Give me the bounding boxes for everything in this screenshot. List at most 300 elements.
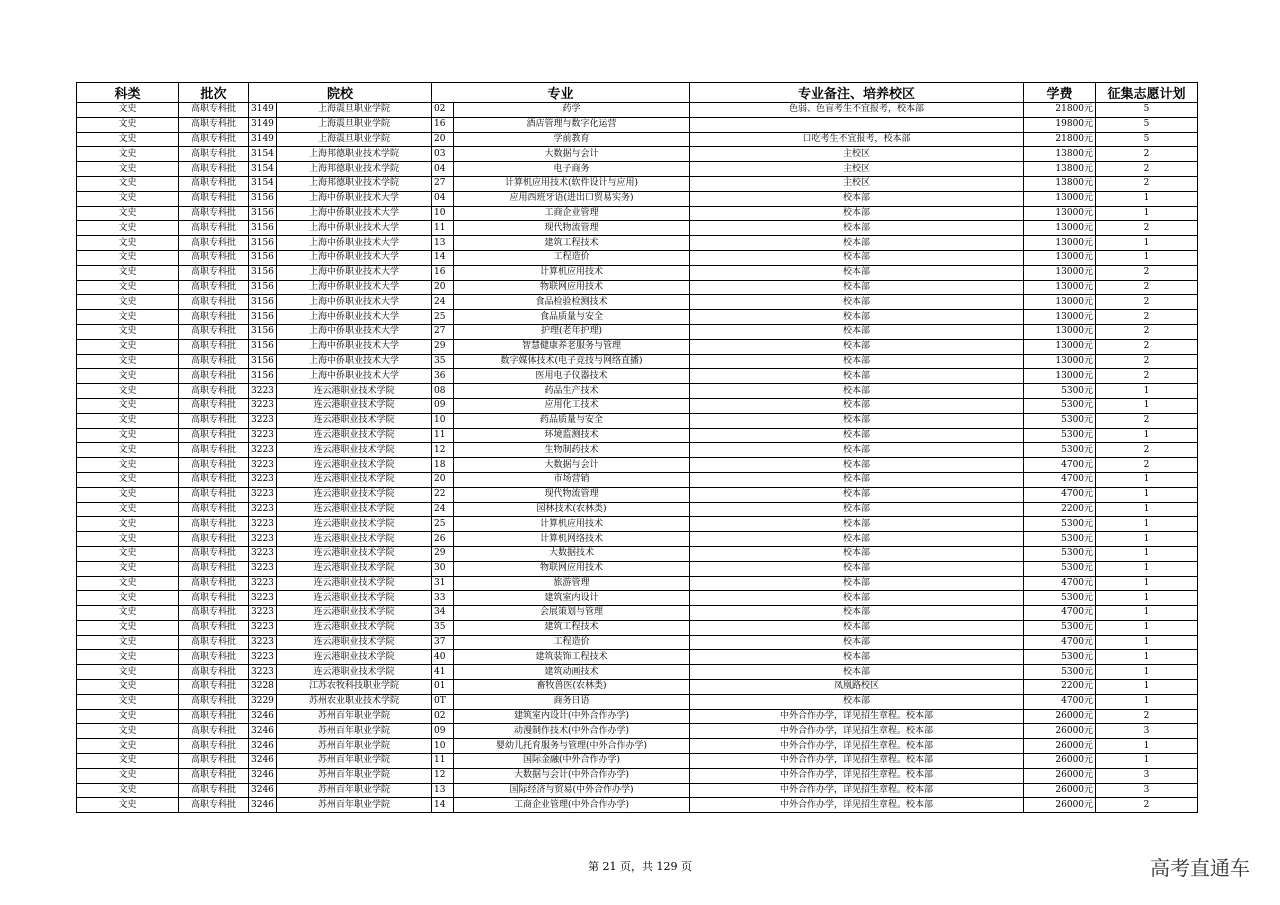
cell-tuition: 26000元: [1024, 724, 1096, 739]
cell-school-code: 3223: [249, 532, 277, 547]
cell-category: 文史: [77, 295, 179, 310]
cell-remarks: 校本部: [690, 561, 1024, 576]
table-row: [77, 517, 1198, 532]
cell-batch: 高职专科批: [179, 428, 249, 443]
cell-tuition: 13800元: [1024, 176, 1096, 191]
cell-major-code: 11: [432, 754, 454, 769]
cell-remarks: 校本部: [690, 354, 1024, 369]
cell-plan: 1: [1096, 650, 1198, 665]
cell-tuition: 5300元: [1024, 591, 1096, 606]
cell-remarks: 校本部: [690, 206, 1024, 221]
cell-major-name: 环境监测技术: [454, 428, 690, 443]
table-row: [77, 221, 1198, 236]
header-batch: 批次: [179, 83, 249, 103]
cell-category: 文史: [77, 561, 179, 576]
cell-category: 文史: [77, 117, 179, 132]
cell-school-code: 3223: [249, 561, 277, 576]
cell-school-code: 3156: [249, 354, 277, 369]
cell-category: 文史: [77, 236, 179, 251]
cell-plan: 1: [1096, 517, 1198, 532]
cell-batch: 高职专科批: [179, 724, 249, 739]
cell-school-name: 连云港职业技术学院: [277, 487, 432, 502]
cell-school-code: 3156: [249, 310, 277, 325]
table-row: [77, 162, 1198, 177]
cell-major-code: 16: [432, 117, 454, 132]
cell-school-code: 3223: [249, 620, 277, 635]
cell-school-code: 3156: [249, 236, 277, 251]
cell-batch: 高职专科批: [179, 191, 249, 206]
cell-tuition: 13000元: [1024, 339, 1096, 354]
cell-major-code: 25: [432, 517, 454, 532]
cell-school-code: 3246: [249, 754, 277, 769]
cell-remarks: 中外合作办学，详见招生章程。校本部: [690, 768, 1024, 783]
cell-plan: 2: [1096, 458, 1198, 473]
table-row: [77, 103, 1198, 118]
cell-tuition: 4700元: [1024, 487, 1096, 502]
header-major: 专业: [432, 83, 690, 103]
cell-major-name: 建筑室内设计: [454, 591, 690, 606]
cell-batch: 高职专科批: [179, 783, 249, 798]
cell-school-name: 上海震旦职业学院: [277, 117, 432, 132]
cell-major-code: 14: [432, 250, 454, 265]
cell-remarks: 凤凰路校区: [690, 680, 1024, 695]
cell-remarks: 校本部: [690, 384, 1024, 399]
cell-major-code: 0T: [432, 694, 454, 709]
cell-major-name: 大数据技术: [454, 546, 690, 561]
cell-school-name: 连云港职业技术学院: [277, 502, 432, 517]
cell-school-code: 3223: [249, 591, 277, 606]
cell-major-code: 22: [432, 487, 454, 502]
cell-remarks: 校本部: [690, 620, 1024, 635]
header-tuition: 学费: [1024, 83, 1096, 103]
table-row: [77, 339, 1198, 354]
cell-tuition: 13800元: [1024, 162, 1096, 177]
cell-category: 文史: [77, 398, 179, 413]
cell-category: 文史: [77, 458, 179, 473]
cell-plan: 2: [1096, 339, 1198, 354]
header-school: 院校: [249, 83, 432, 103]
cell-batch: 高职专科批: [179, 206, 249, 221]
cell-school-name: 上海中侨职业技术大学: [277, 191, 432, 206]
table-row: [77, 546, 1198, 561]
cell-remarks: 校本部: [690, 413, 1024, 428]
cell-school-code: 3223: [249, 606, 277, 621]
cell-category: 文史: [77, 754, 179, 769]
cell-batch: 高职专科批: [179, 162, 249, 177]
cell-major-name: 旅游管理: [454, 576, 690, 591]
cell-category: 文史: [77, 532, 179, 547]
cell-school-code: 3223: [249, 428, 277, 443]
cell-category: 文史: [77, 665, 179, 680]
cell-plan: 1: [1096, 635, 1198, 650]
table-row: [77, 413, 1198, 428]
cell-batch: 高职专科批: [179, 694, 249, 709]
cell-batch: 高职专科批: [179, 546, 249, 561]
cell-remarks: 主校区: [690, 147, 1024, 162]
cell-tuition: 5300元: [1024, 384, 1096, 399]
cell-school-name: 连云港职业技术学院: [277, 665, 432, 680]
cell-batch: 高职专科批: [179, 606, 249, 621]
cell-category: 文史: [77, 162, 179, 177]
cell-plan: 1: [1096, 398, 1198, 413]
cell-batch: 高职专科批: [179, 754, 249, 769]
table-row: [77, 768, 1198, 783]
cell-school-code: 3156: [249, 206, 277, 221]
cell-plan: 1: [1096, 606, 1198, 621]
cell-school-code: 3156: [249, 324, 277, 339]
cell-major-code: 04: [432, 162, 454, 177]
cell-remarks: 色弱、色盲考生不宜报考，校本部: [690, 103, 1024, 118]
cell-plan: 5: [1096, 117, 1198, 132]
cell-category: 文史: [77, 620, 179, 635]
cell-remarks: 中外合作办学，详见招生章程。校本部: [690, 709, 1024, 724]
cell-category: 文史: [77, 546, 179, 561]
cell-school-code: 3246: [249, 724, 277, 739]
cell-remarks: 校本部: [690, 591, 1024, 606]
cell-category: 文史: [77, 591, 179, 606]
cell-major-code: 11: [432, 428, 454, 443]
cell-school-code: 3223: [249, 665, 277, 680]
cell-school-code: 3223: [249, 384, 277, 399]
cell-major-name: 电子商务: [454, 162, 690, 177]
cell-batch: 高职专科批: [179, 472, 249, 487]
cell-batch: 高职专科批: [179, 413, 249, 428]
cell-category: 文史: [77, 206, 179, 221]
cell-major-code: 11: [432, 221, 454, 236]
cell-major-code: 04: [432, 191, 454, 206]
cell-batch: 高职专科批: [179, 310, 249, 325]
watermark: 高考直通车: [1150, 856, 1250, 880]
table-row: [77, 472, 1198, 487]
cell-school-code: 3228: [249, 680, 277, 695]
cell-school-name: 连云港职业技术学院: [277, 620, 432, 635]
cell-batch: 高职专科批: [179, 147, 249, 162]
cell-major-code: 35: [432, 620, 454, 635]
cell-major-name: 工程造价: [454, 250, 690, 265]
cell-major-name: 建筑工程技术: [454, 236, 690, 251]
cell-major-name: 建筑动画技术: [454, 665, 690, 680]
cell-remarks: 校本部: [690, 650, 1024, 665]
table-row: [77, 236, 1198, 251]
cell-category: 文史: [77, 384, 179, 399]
cell-batch: 高职专科批: [179, 176, 249, 191]
cell-major-code: 02: [432, 103, 454, 118]
cell-tuition: 5300元: [1024, 561, 1096, 576]
cell-remarks: 校本部: [690, 665, 1024, 680]
cell-tuition: 4700元: [1024, 606, 1096, 621]
cell-major-name: 应用西班牙语(进出口贸易实务): [454, 191, 690, 206]
cell-batch: 高职专科批: [179, 635, 249, 650]
cell-batch: 高职专科批: [179, 739, 249, 754]
table-row: [77, 591, 1198, 606]
cell-batch: 高职专科批: [179, 443, 249, 458]
cell-school-name: 上海中侨职业技术大学: [277, 310, 432, 325]
cell-remarks: 中外合作办学，详见招生章程。校本部: [690, 798, 1024, 813]
table-row: [77, 398, 1198, 413]
cell-category: 文史: [77, 709, 179, 724]
cell-school-name: 上海中侨职业技术大学: [277, 369, 432, 384]
cell-plan: 1: [1096, 680, 1198, 695]
cell-batch: 高职专科批: [179, 458, 249, 473]
cell-major-code: 27: [432, 176, 454, 191]
cell-school-code: 3223: [249, 546, 277, 561]
cell-major-name: 建筑装饰工程技术: [454, 650, 690, 665]
cell-school-code: 3223: [249, 517, 277, 532]
cell-school-code: 3156: [249, 369, 277, 384]
cell-school-code: 3154: [249, 162, 277, 177]
cell-remarks: 中外合作办学，详见招生章程。校本部: [690, 783, 1024, 798]
cell-school-code: 3246: [249, 709, 277, 724]
cell-school-name: 连云港职业技术学院: [277, 561, 432, 576]
cell-batch: 高职专科批: [179, 280, 249, 295]
cell-school-name: 江苏农牧科技职业学院: [277, 680, 432, 695]
cell-major-name: 建筑室内设计(中外合作办学): [454, 709, 690, 724]
cell-tuition: 4700元: [1024, 458, 1096, 473]
cell-school-name: 连云港职业技术学院: [277, 428, 432, 443]
cell-plan: 2: [1096, 295, 1198, 310]
cell-remarks: 校本部: [690, 428, 1024, 443]
cell-school-name: 上海中侨职业技术大学: [277, 265, 432, 280]
table-row: [77, 191, 1198, 206]
cell-school-name: 连云港职业技术学院: [277, 517, 432, 532]
cell-major-code: 10: [432, 739, 454, 754]
table-header-row: [77, 83, 1198, 103]
cell-major-name: 计算机网络技术: [454, 532, 690, 547]
cell-major-name: 应用化工技术: [454, 398, 690, 413]
cell-category: 文史: [77, 798, 179, 813]
cell-plan: 3: [1096, 768, 1198, 783]
cell-remarks: 校本部: [690, 472, 1024, 487]
cell-major-name: 国际经济与贸易(中外合作办学): [454, 783, 690, 798]
cell-major-code: 24: [432, 502, 454, 517]
cell-school-code: 3246: [249, 798, 277, 813]
cell-plan: 1: [1096, 428, 1198, 443]
cell-tuition: 26000元: [1024, 754, 1096, 769]
cell-remarks: 校本部: [690, 310, 1024, 325]
cell-remarks: 校本部: [690, 295, 1024, 310]
cell-tuition: 2200元: [1024, 502, 1096, 517]
table-row: [77, 310, 1198, 325]
cell-remarks: 校本部: [690, 280, 1024, 295]
cell-batch: 高职专科批: [179, 502, 249, 517]
cell-school-name: 上海中侨职业技术大学: [277, 206, 432, 221]
cell-plan: 1: [1096, 620, 1198, 635]
cell-tuition: 5300元: [1024, 517, 1096, 532]
cell-batch: 高职专科批: [179, 398, 249, 413]
cell-plan: 1: [1096, 502, 1198, 517]
cell-remarks: 校本部: [690, 576, 1024, 591]
cell-category: 文史: [77, 739, 179, 754]
cell-major-name: 工程造价: [454, 635, 690, 650]
cell-school-code: 3223: [249, 472, 277, 487]
cell-major-code: 37: [432, 635, 454, 650]
cell-major-name: 数字媒体技术(电子竞技与网络直播): [454, 354, 690, 369]
cell-remarks: 校本部: [690, 221, 1024, 236]
cell-plan: 1: [1096, 532, 1198, 547]
cell-category: 文史: [77, 413, 179, 428]
cell-remarks: 校本部: [690, 265, 1024, 280]
cell-major-name: 现代物流管理: [454, 221, 690, 236]
cell-school-code: 3223: [249, 443, 277, 458]
cell-school-name: 上海震旦职业学院: [277, 132, 432, 147]
table-row: [77, 206, 1198, 221]
cell-batch: 高职专科批: [179, 665, 249, 680]
cell-major-code: 08: [432, 384, 454, 399]
cell-major-name: 动漫制作技术(中外合作办学): [454, 724, 690, 739]
cell-school-name: 连云港职业技术学院: [277, 650, 432, 665]
cell-remarks: 中外合作办学，详见招生章程。校本部: [690, 724, 1024, 739]
cell-category: 文史: [77, 768, 179, 783]
cell-tuition: 13000元: [1024, 310, 1096, 325]
table-row: [77, 458, 1198, 473]
cell-category: 文史: [77, 694, 179, 709]
cell-category: 文史: [77, 280, 179, 295]
table-row: [77, 561, 1198, 576]
cell-batch: 高职专科批: [179, 620, 249, 635]
cell-school-code: 3156: [249, 191, 277, 206]
cell-remarks: 校本部: [690, 546, 1024, 561]
cell-remarks: 中外合作办学，详见招生章程。校本部: [690, 739, 1024, 754]
cell-major-code: 29: [432, 339, 454, 354]
table-row: [77, 635, 1198, 650]
table-row: [77, 532, 1198, 547]
cell-school-code: 3223: [249, 398, 277, 413]
cell-plan: 1: [1096, 472, 1198, 487]
cell-school-name: 上海邦德职业技术学院: [277, 176, 432, 191]
cell-category: 文史: [77, 502, 179, 517]
cell-school-name: 苏州百年职业学院: [277, 798, 432, 813]
cell-category: 文史: [77, 680, 179, 695]
cell-school-name: 苏州百年职业学院: [277, 724, 432, 739]
cell-school-name: 连云港职业技术学院: [277, 606, 432, 621]
cell-plan: 1: [1096, 754, 1198, 769]
cell-plan: 1: [1096, 561, 1198, 576]
cell-tuition: 26000元: [1024, 739, 1096, 754]
table-row: [77, 650, 1198, 665]
cell-major-code: 16: [432, 265, 454, 280]
cell-school-code: 3223: [249, 413, 277, 428]
cell-major-name: 药学: [454, 103, 690, 118]
cell-major-code: 10: [432, 206, 454, 221]
table-row: [77, 176, 1198, 191]
table-row: [77, 487, 1198, 502]
cell-remarks: 校本部: [690, 606, 1024, 621]
cell-major-name: 国际金融(中外合作办学): [454, 754, 690, 769]
cell-plan: 1: [1096, 591, 1198, 606]
cell-school-name: 连云港职业技术学院: [277, 532, 432, 547]
cell-batch: 高职专科批: [179, 236, 249, 251]
cell-remarks: 校本部: [690, 398, 1024, 413]
cell-tuition: 26000元: [1024, 798, 1096, 813]
cell-major-name: 生物制药技术: [454, 443, 690, 458]
cell-remarks: 校本部: [690, 443, 1024, 458]
cell-tuition: 13000元: [1024, 354, 1096, 369]
cell-major-name: 大数据与会计: [454, 458, 690, 473]
cell-remarks: 校本部: [690, 487, 1024, 502]
cell-remarks: 校本部: [690, 250, 1024, 265]
cell-school-name: 连云港职业技术学院: [277, 635, 432, 650]
cell-major-code: 13: [432, 783, 454, 798]
table-row: [77, 280, 1198, 295]
cell-remarks: 校本部: [690, 369, 1024, 384]
cell-school-code: 3223: [249, 487, 277, 502]
cell-tuition: 5300元: [1024, 650, 1096, 665]
cell-batch: 高职专科批: [179, 384, 249, 399]
cell-tuition: 21800元: [1024, 103, 1096, 118]
cell-remarks: 中外合作办学，详见招生章程。校本部: [690, 754, 1024, 769]
cell-plan: 1: [1096, 694, 1198, 709]
table-row: [77, 324, 1198, 339]
cell-major-name: 医用电子仪器技术: [454, 369, 690, 384]
cell-category: 文史: [77, 576, 179, 591]
cell-school-name: 上海中侨职业技术大学: [277, 339, 432, 354]
cell-plan: 2: [1096, 354, 1198, 369]
header-plan: 征集志愿计划: [1096, 83, 1198, 103]
cell-school-code: 3156: [249, 250, 277, 265]
cell-school-code: 3223: [249, 458, 277, 473]
cell-major-code: 09: [432, 398, 454, 413]
cell-school-name: 上海邦德职业技术学院: [277, 162, 432, 177]
cell-plan: 2: [1096, 265, 1198, 280]
table-row: [77, 754, 1198, 769]
cell-batch: 高职专科批: [179, 103, 249, 118]
cell-batch: 高职专科批: [179, 250, 249, 265]
cell-remarks: 校本部: [690, 517, 1024, 532]
cell-major-name: 物联网应用技术: [454, 561, 690, 576]
cell-major-name: 计算机应用技术: [454, 517, 690, 532]
cell-major-name: 食品检验检测技术: [454, 295, 690, 310]
cell-remarks: 口吃考生不宜报考，校本部: [690, 132, 1024, 147]
cell-major-code: 26: [432, 532, 454, 547]
cell-tuition: 13000元: [1024, 280, 1096, 295]
cell-major-code: 24: [432, 295, 454, 310]
table-row: [77, 147, 1198, 162]
cell-tuition: 2200元: [1024, 680, 1096, 695]
cell-school-code: 3223: [249, 502, 277, 517]
table-row: [77, 132, 1198, 147]
cell-tuition: 4700元: [1024, 472, 1096, 487]
cell-category: 文史: [77, 724, 179, 739]
cell-tuition: 13000元: [1024, 250, 1096, 265]
cell-tuition: 13000元: [1024, 265, 1096, 280]
cell-school-code: 3223: [249, 576, 277, 591]
cell-school-code: 3154: [249, 147, 277, 162]
table-row: [77, 369, 1198, 384]
cell-tuition: 19800元: [1024, 117, 1096, 132]
cell-plan: 5: [1096, 103, 1198, 118]
cell-plan: 2: [1096, 162, 1198, 177]
cell-remarks: 校本部: [690, 458, 1024, 473]
cell-major-code: 02: [432, 709, 454, 724]
cell-batch: 高职专科批: [179, 265, 249, 280]
cell-major-code: 35: [432, 354, 454, 369]
cell-school-name: 上海中侨职业技术大学: [277, 295, 432, 310]
cell-school-name: 连云港职业技术学院: [277, 472, 432, 487]
cell-major-code: 30: [432, 561, 454, 576]
cell-major-name: 药品质量与安全: [454, 413, 690, 428]
cell-school-name: 上海邦德职业技术学院: [277, 147, 432, 162]
cell-plan: 1: [1096, 236, 1198, 251]
table-row: [77, 606, 1198, 621]
table-row: [77, 117, 1198, 132]
cell-major-code: 01: [432, 680, 454, 695]
cell-major-name: 市场营销: [454, 472, 690, 487]
cell-school-name: 连云港职业技术学院: [277, 384, 432, 399]
cell-tuition: 13000元: [1024, 369, 1096, 384]
cell-school-code: 3149: [249, 132, 277, 147]
table-row: [77, 798, 1198, 813]
cell-plan: 2: [1096, 324, 1198, 339]
